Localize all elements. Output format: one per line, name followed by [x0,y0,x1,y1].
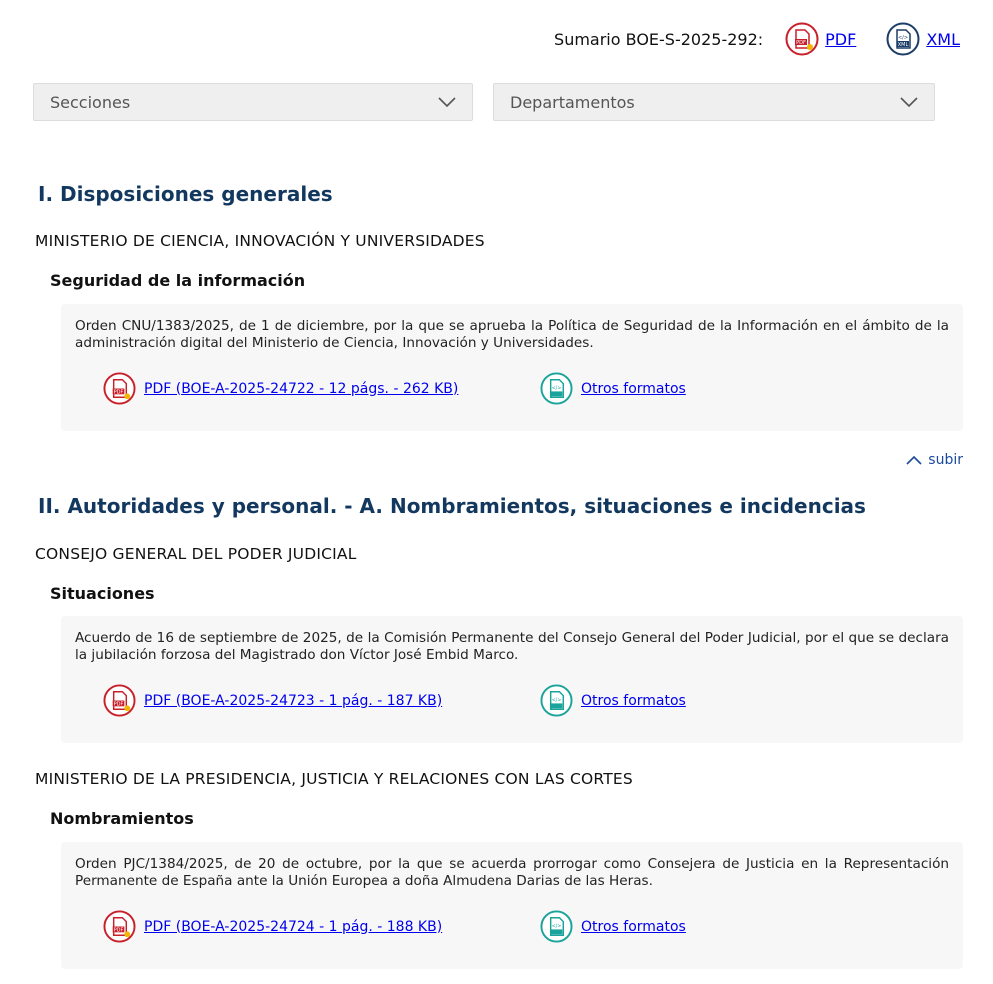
svg-text:PDF: PDF [796,40,807,46]
department-name: CONSEJO GENERAL DEL PODER JUDICIAL [35,545,357,563]
pdf-icon [103,910,136,943]
department-name: MINISTERIO DE CIENCIA, INNOVACIÓN Y UNIVERSIDADES [35,232,485,250]
subsection-title: Situaciones [50,584,155,603]
pdf-icon [785,22,819,56]
chevron-down-icon [900,96,918,108]
back-to-top-label: subir [928,452,963,468]
section-title: I. Disposiciones generales [38,182,333,206]
subsection-title: Nombramientos [50,809,194,828]
summary-label: Sumario BOE-S-2025-292: [554,29,764,49]
filter-bar [33,83,955,121]
departments-select-label: Departamentos [510,92,635,112]
item-pdf-label: PDF (BOE-A-2025-24722 - 12 págs. - 262 KB) [144,380,459,397]
item-other-formats-label: Otros formatos [581,692,686,709]
item-other-formats-label: Otros formatos [581,918,686,935]
chevron-down-icon [438,96,456,108]
summary-xml-link[interactable] [886,22,960,56]
item-pdf-link[interactable] [103,684,442,717]
section-title: II. Autoridades y personal. - A. Nombramientos, situaciones e incidencias [38,494,866,518]
pdf-icon [103,372,136,405]
item-pdf-label: PDF (BOE-A-2025-24724 - 1 pág. - 188 KB) [144,918,443,935]
list-item [61,616,963,743]
svg-text:</>: </> [898,35,909,41]
svg-text:PDF: PDF [113,701,124,708]
departments-select[interactable] [493,83,935,121]
svg-text:XML: XML [898,42,909,48]
pdf-icon [103,684,136,717]
item-other-formats-link[interactable] [540,684,686,717]
svg-text:</>: </> [551,697,562,704]
xml-icon [886,22,920,56]
back-to-top-link[interactable] [906,452,963,468]
svg-text:</>: </> [551,923,562,930]
chevron-up-icon [906,455,922,465]
sections-select-label: Secciones [50,92,131,112]
item-text: Acuerdo de 16 de septiembre de 2025, de la Comisión Permanente del Consejo General del Poder Judicial, por el que se declara la jubilación forzosa del Magistrado don Víctor José Embid Marco. [75,630,949,663]
item-text: Orden PJC/1384/2025, de 20 de octubre, por la que se acuerda prorrogar como Consejera de Justicia en la Representación Permanente de España ante la Unión Europea a doña Almudena Darias de las Heras. [75,856,949,889]
subsection-title: Seguridad de la información [50,271,306,290]
item-pdf-link[interactable] [103,910,442,943]
department-name: MINISTERIO DE LA PRESIDENCIA, JUSTICIA Y RELACIONES CON LAS CORTES [35,770,633,788]
summary-header [554,22,960,56]
sections-select[interactable] [33,83,473,121]
svg-text:PDF: PDF [113,389,124,396]
html-file-icon [540,372,573,405]
list-item [61,304,963,431]
item-other-formats-label: Otros formatos [581,380,686,397]
list-item [61,842,963,969]
item-pdf-link[interactable] [103,372,458,405]
html-file-icon [540,684,573,717]
svg-text:PDF: PDF [113,927,124,934]
item-pdf-label: PDF (BOE-A-2025-24723 - 1 pág. - 187 KB) [144,692,443,709]
item-other-formats-link[interactable] [540,372,686,405]
item-text: Orden CNU/1383/2025, de 1 de diciembre, por la que se aprueba la Política de Seguridad de la Información en el ámbito de la administración digital del Ministerio de Ciencia, Innovación y Universidades. [75,318,949,351]
svg-text:</>: </> [551,385,562,392]
summary-pdf-label: PDF [825,29,857,49]
html-file-icon [540,910,573,943]
summary-pdf-link[interactable] [785,22,856,56]
summary-xml-label: XML [926,29,960,49]
item-other-formats-link[interactable] [540,910,686,943]
